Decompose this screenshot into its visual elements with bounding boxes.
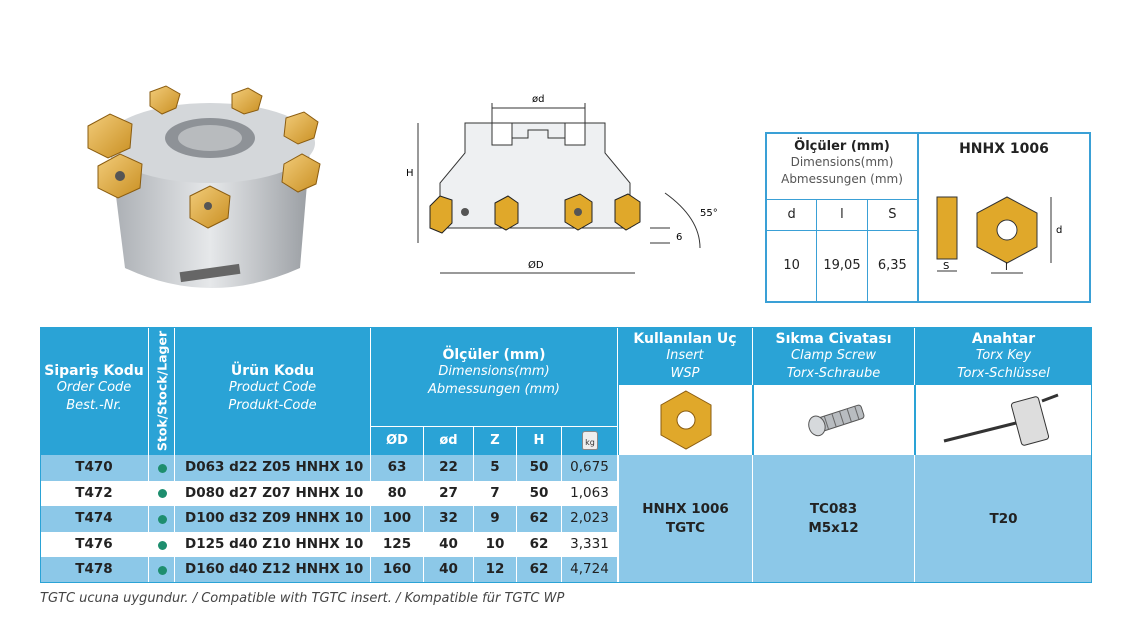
row-cell-product: D125 d40 Z10 HNHX 10 [175, 532, 371, 558]
stock-dot-icon [158, 566, 167, 575]
header-stock [149, 327, 175, 455]
header-D: ØD [371, 427, 424, 455]
row-cell-product: D160 d40 Z12 HNHX 10 [175, 557, 371, 583]
row-cell-order: T472 [40, 481, 149, 507]
row-cell-w: 1,063 [562, 481, 618, 507]
row-cell-Z: 10 [474, 532, 517, 558]
row-cell-w: 4,724 [562, 557, 618, 583]
row-cell-d: 40 [424, 557, 474, 583]
row-cell-H: 50 [517, 481, 562, 507]
row-cell-D: 100 [371, 506, 424, 532]
header-key [915, 327, 1092, 385]
depth-label: 6 [676, 232, 683, 243]
row-cell-H: 62 [517, 532, 562, 558]
s-label: S [943, 261, 950, 272]
stock-title: Stok/Stock/Lager [154, 330, 169, 452]
header-insert [618, 327, 753, 385]
header-Z: Z [474, 427, 517, 455]
dimensions-title-en: Dimensions(mm) [790, 155, 894, 169]
row-cell-D: 125 [371, 532, 424, 558]
d-dim-label: d [1056, 225, 1063, 236]
screw-image [806, 402, 865, 438]
key-value: T20 [989, 510, 1018, 527]
row-cell-order: T474 [40, 506, 149, 532]
row-cell-d: 40 [424, 532, 474, 558]
row-cell-w: 0,675 [562, 455, 618, 481]
col-l: l [817, 200, 867, 230]
stock-indicator [149, 481, 175, 507]
dimensions-title-de: Abmessungen (mm) [781, 172, 903, 186]
screw-de: Torx-Schraube [786, 366, 881, 381]
stock-indicator [149, 455, 175, 481]
row-cell-product: D100 d32 Z09 HNHX 10 [175, 506, 371, 532]
dims-en: Dimensions(mm) [438, 364, 550, 379]
insert-value-1: HNHX 1006 [642, 501, 729, 517]
screw-value-1: TC083 [809, 501, 858, 517]
insert-diagram-panel [919, 134, 1089, 301]
header-H: H [517, 427, 562, 455]
screw-value-2: M5x12 [808, 520, 859, 536]
product-code-title: Ürün Kodu [230, 363, 315, 379]
footnote: TGTC ucuna uygundur. / Compatible with TGTC insert. / Kompatible für TGTC WP [40, 591, 565, 606]
dims-de: Abmessungen (mm) [428, 382, 560, 397]
l-dim-label: l [1005, 262, 1008, 273]
row-cell-order: T476 [40, 532, 149, 558]
row-cell-d: 22 [424, 455, 474, 481]
stock-indicator [149, 532, 175, 558]
dimensions-header [767, 134, 917, 200]
order-code-en: Order Code [56, 380, 132, 395]
row-cell-d: 27 [424, 481, 474, 507]
dimensions-columns [767, 200, 917, 231]
insert-dimensions-box [765, 132, 1091, 303]
key-en: Torx Key [975, 348, 1032, 363]
insert-en: Insert [666, 348, 704, 363]
row-cell-product: D080 d27 Z07 HNHX 10 [175, 481, 371, 507]
col-d: d [767, 200, 817, 230]
insert-merged-cell [618, 455, 753, 583]
screw-title: Sıkma Civatası [775, 331, 892, 347]
row-cell-H: 50 [517, 455, 562, 481]
h-label: H [406, 168, 414, 179]
insert-dimensions-table [767, 134, 919, 301]
row-cell-Z: 5 [474, 455, 517, 481]
product-table [40, 327, 1092, 583]
angle-label: 55° [700, 208, 718, 219]
row-cell-Z: 12 [474, 557, 517, 583]
header-od: ød [424, 427, 474, 455]
cutter-photo [70, 78, 350, 308]
row-cell-order: T470 [40, 455, 149, 481]
header-weight [562, 427, 618, 455]
insert-title-h: Kullanılan Uç [633, 331, 737, 347]
row-cell-w: 3,331 [562, 532, 618, 558]
col-s: S [888, 207, 897, 222]
stock-dot-icon [158, 489, 167, 498]
dims-title: Ölçüler (mm) [442, 347, 546, 363]
key-title: Anahtar [971, 331, 1036, 347]
weight-icon-text: kg [585, 438, 595, 447]
row-cell-H: 62 [517, 557, 562, 583]
val-l: 19,05 [817, 230, 867, 301]
row-cell-product: D063 d22 Z05 HNHX 10 [175, 455, 371, 481]
product-code-en: Product Code [228, 380, 317, 395]
insert-de: WSP [670, 366, 700, 381]
row-cell-D: 80 [371, 481, 424, 507]
stock-indicator [149, 506, 175, 532]
insert-diagram [919, 157, 1089, 287]
stock-dot-icon [158, 464, 167, 473]
val-d: 10 [767, 230, 817, 301]
row-cell-Z: 9 [474, 506, 517, 532]
stock-dot-icon [158, 541, 167, 550]
row-cell-Z: 7 [474, 481, 517, 507]
header-product-code [175, 327, 371, 455]
row-cell-d: 32 [424, 506, 474, 532]
insert-image-cell [618, 385, 753, 455]
dimensions-title: Ölçüler (mm) [794, 139, 890, 154]
stock-indicator [149, 557, 175, 583]
weight-icon [582, 431, 598, 450]
dimensions-values [767, 230, 917, 301]
key-merged-cell [915, 455, 1092, 583]
header-order-code [40, 327, 149, 455]
d-label: ØD [528, 260, 544, 271]
od-label: ød [532, 94, 545, 105]
key-image-cell [915, 385, 1092, 455]
order-code-title: Sipariş Kodu [44, 363, 144, 379]
row-cell-H: 62 [517, 506, 562, 532]
insert-title: HNHX 1006 [959, 141, 1049, 157]
product-code-de: Produkt-Code [228, 398, 317, 413]
key-de: Torx-Schlüssel [957, 366, 1050, 381]
screw-en: Clamp Screw [790, 348, 877, 363]
screw-merged-cell [753, 455, 915, 583]
screw-image-cell [753, 385, 915, 455]
row-cell-D: 63 [371, 455, 424, 481]
stock-dot-icon [158, 515, 167, 524]
order-code-de: Best.-Nr. [66, 398, 122, 413]
val-s: 6,35 [877, 258, 907, 273]
row-cell-D: 160 [371, 557, 424, 583]
insert-value-2: TGTC [665, 520, 706, 536]
header-screw [753, 327, 915, 385]
torx-key-image [944, 395, 1058, 446]
row-cell-order: T478 [40, 557, 149, 583]
row-cell-w: 2,023 [562, 506, 618, 532]
technical-drawing [400, 88, 730, 288]
header-dimensions [371, 327, 618, 427]
